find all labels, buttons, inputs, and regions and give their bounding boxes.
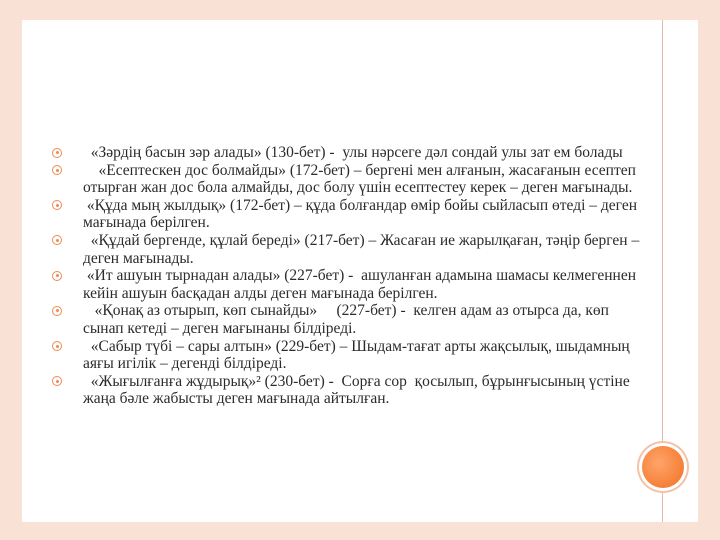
list-item xyxy=(52,267,642,302)
slide-frame-bottom xyxy=(0,522,720,540)
list-item-text: «Құда мың жылдық» (172-бет) – құда болғандар өмір бойы сыйласып өтеді – деген мағынада берілген. xyxy=(83,196,641,232)
list-item xyxy=(52,232,642,267)
proverb-list xyxy=(52,144,642,408)
list-item-text: «Қонақ аз отырып, көп сынайды» (227-бет) - келген адам аз отырса да, көп сынап кетеді – деген мағынаны білдіреді. xyxy=(83,302,613,337)
circle-bullet-icon xyxy=(52,235,62,245)
circle-bullet-icon xyxy=(52,200,62,210)
list-item-text: «Құдай бергенде, құлай береді» (217-бет) – Жасаған ие жарылқаған, тәңір берген – деген мағынады. xyxy=(83,231,644,267)
slide-frame-right xyxy=(698,0,720,540)
circle-bullet-icon xyxy=(52,306,62,316)
list-item xyxy=(52,144,642,162)
slide-frame-top xyxy=(0,0,720,20)
circle-bullet-icon xyxy=(52,271,62,281)
list-item xyxy=(52,162,642,197)
list-item xyxy=(52,302,642,337)
list-item xyxy=(52,338,642,373)
slide-frame-left xyxy=(0,0,22,540)
list-item-text: «Сабыр түбі – сары алтын» (229-бет) – Шыдам-тағат арты жақсылық, шыдамның аяғы игілік – дегенді білдіреді. xyxy=(83,337,634,373)
list-item xyxy=(52,197,642,232)
list-item-text: «Жығылғанға жұдырық»² (230-бет) - Сорға сор қосылып, бұрынғысының үстіне жаңа бәле жабысты деген мағынада айтылған. xyxy=(83,372,634,408)
list-item-text: «Есептескен дос болмайды» (172-бет) – бергені мен алғанын, жасағанын есептеп отырған жан дос бола алмайды, дос болу үшін есептестеу керек – деген мағынады. xyxy=(83,161,640,197)
circle-bullet-icon xyxy=(52,376,62,386)
circle-bullet-icon xyxy=(52,341,62,351)
list-item xyxy=(52,373,642,408)
circle-bullet-icon xyxy=(52,165,62,175)
list-item-text: «Зәрдің басын зәр алады» (130-бет) - улы нәрсеге дәл сондай улы зат ем болады xyxy=(83,144,623,161)
circle-bullet-icon xyxy=(52,148,62,158)
slide-body xyxy=(22,20,698,522)
orange-circle-icon xyxy=(642,446,684,488)
list-item-text: «Ит ашуын тырнадан алады» (227-бет) - ашуланған адамына шамасы келмегеннен кейін ашуын басқадан алды деген мағынада берілген. xyxy=(83,267,640,302)
